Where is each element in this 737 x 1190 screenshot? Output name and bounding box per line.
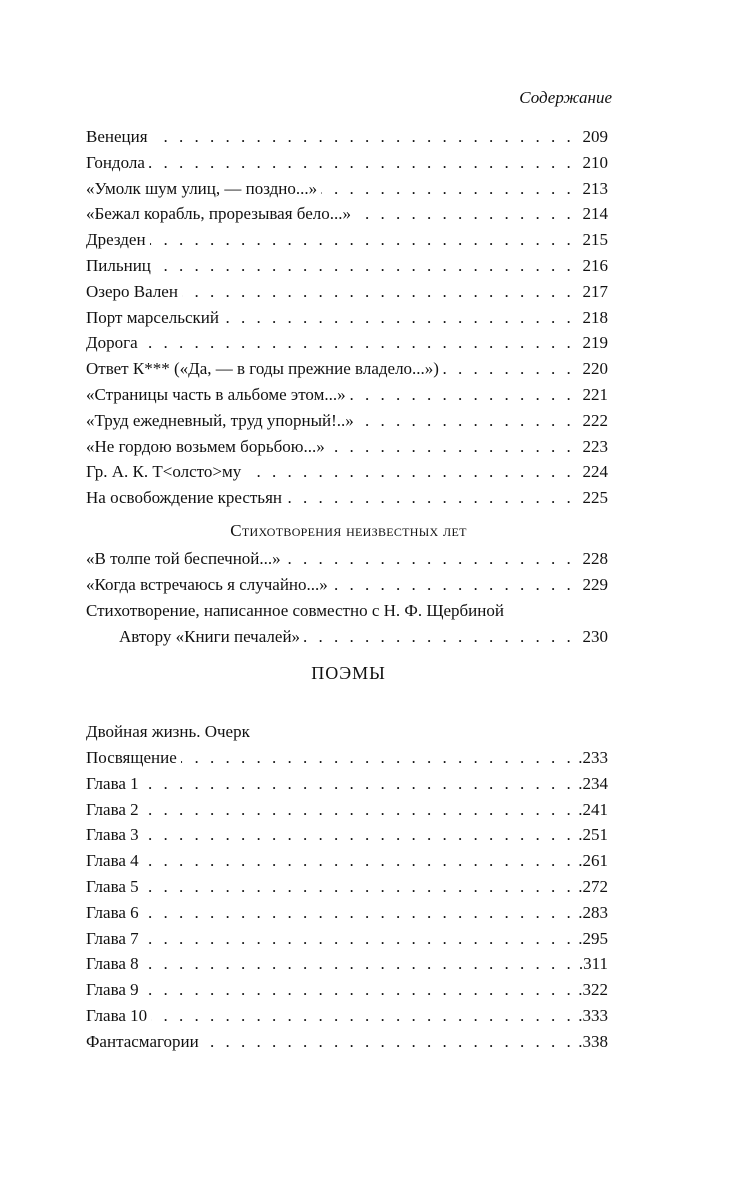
toc-entry xyxy=(86,124,608,150)
toc-entry-page: 213 xyxy=(579,176,609,202)
toc-entry-page: 214 xyxy=(579,201,609,227)
toc-entry-page: .261 xyxy=(574,848,608,874)
toc-entry-page: 218 xyxy=(579,305,609,331)
joint-poem-title-line1: Стихотворение, написанное совместно с Н. Ф. Щербиной xyxy=(86,601,504,620)
toc-entry-title: Посвящение xyxy=(86,748,181,767)
toc-entry xyxy=(86,771,608,797)
toc-entry-page: 220 xyxy=(579,356,609,382)
toc-entry xyxy=(86,227,608,253)
toc-entry-title: Ответ К*** («Да, — в годы прежние владело...») xyxy=(86,359,443,378)
toc-entry-title: Венеция xyxy=(86,127,152,146)
toc-entry-title: Порт марсельский xyxy=(86,308,223,327)
toc-entry-page: 225 xyxy=(579,485,609,511)
toc-entry-page: .295 xyxy=(574,926,608,952)
toc-entry-page: .333 xyxy=(574,1003,608,1029)
toc-entry-page: 223 xyxy=(579,434,609,460)
toc-entry-title: «Умолк шум улиц, — поздно...» xyxy=(86,179,321,198)
toc-entry xyxy=(86,900,608,926)
toc-entry xyxy=(86,253,608,279)
section-heading-poems: ПОЭМЫ xyxy=(311,663,386,683)
toc-entry-title: «В толпе той беспечной...» xyxy=(86,549,285,568)
toc-entry-page: .241 xyxy=(574,797,608,823)
toc-entry-title: Глава 9 xyxy=(86,980,143,999)
poems-subheading-block xyxy=(86,719,608,745)
toc-entry xyxy=(86,279,608,305)
toc-entry-page: .322 xyxy=(574,977,608,1003)
toc-entry xyxy=(86,408,608,434)
toc-entry-page: 222 xyxy=(579,408,609,434)
toc-entry xyxy=(86,926,608,952)
toc-entry xyxy=(86,176,608,202)
running-head: Содержание xyxy=(519,88,612,107)
toc-entry xyxy=(86,434,608,460)
toc-entry-title: Глава 8 xyxy=(86,954,143,973)
toc-entry-title: «Бежал корабль, прорезывая бело...» xyxy=(86,204,355,223)
toc-entry-title: Глава 3 xyxy=(86,825,143,844)
toc-list-unknown-years xyxy=(86,546,608,598)
toc-entry-title: Дорога xyxy=(86,333,142,352)
joint-poem-title-line2: Автору «Книги печалей» xyxy=(86,627,304,646)
section-heading-unknown-years: Стихотворения неизвестных лет xyxy=(230,521,467,540)
toc-entry xyxy=(86,305,608,331)
toc-entry-page: 224 xyxy=(579,459,609,485)
toc-entry xyxy=(86,951,608,977)
toc-entry-page: 215 xyxy=(579,227,609,253)
toc-entry-page: 209 xyxy=(579,124,609,150)
toc-entry-title: Дрезден xyxy=(86,230,150,249)
toc-entry-page: 216 xyxy=(579,253,609,279)
toc-entry-page: 221 xyxy=(579,382,609,408)
toc-entry-page: 210 xyxy=(579,150,609,176)
toc-entry-page: .272 xyxy=(574,874,608,900)
toc-entry xyxy=(86,330,608,356)
toc-entry xyxy=(86,1029,608,1055)
toc-entry-page: .233 xyxy=(574,745,608,771)
toc-entry xyxy=(86,797,608,823)
toc-entry-page: 217 xyxy=(579,279,609,305)
toc-entry xyxy=(86,201,608,227)
toc-entry xyxy=(86,624,608,650)
toc-entry-page: .234 xyxy=(574,771,608,797)
toc-entry-page: 219 xyxy=(579,330,609,356)
toc-entry xyxy=(86,977,608,1003)
toc-entry xyxy=(86,382,608,408)
toc-entry-page: .251 xyxy=(574,822,608,848)
toc-entry-title: Глава 10 xyxy=(86,1006,151,1025)
toc-entry-title: Глава 5 xyxy=(86,877,143,896)
toc-entry xyxy=(86,745,608,771)
toc-entry-page: 228 xyxy=(579,546,609,572)
toc-entry-title: Глава 7 xyxy=(86,929,143,948)
toc-entry xyxy=(86,150,608,176)
toc-entry-page: 230 xyxy=(579,624,609,650)
toc-entry-title: Глава 1 xyxy=(86,774,143,793)
toc-entry-title: «Труд ежедневный, труд упорный!..» xyxy=(86,411,358,430)
toc-entry-page: .338 xyxy=(574,1029,608,1055)
toc-entry-title: «Страницы часть в альбоме этом...» xyxy=(86,385,350,404)
toc-entry xyxy=(86,874,608,900)
toc-entry-title: На освобождение крестьян xyxy=(86,488,286,507)
toc-list-poems xyxy=(86,745,608,1055)
toc-entry-title: Фантасмагории xyxy=(86,1032,203,1051)
toc-entry-title: Гондола xyxy=(86,153,149,172)
toc-entry-title: «Когда встречаюсь я случайно...» xyxy=(86,575,332,594)
toc-entry-title: «Не гордою возьмем борьбою...» xyxy=(86,437,329,456)
toc-entry-title: Глава 4 xyxy=(86,851,143,870)
toc-entry xyxy=(86,356,608,382)
toc-entry-title: Глава 2 xyxy=(86,800,143,819)
toc-entry xyxy=(86,1003,608,1029)
toc-entry xyxy=(86,572,608,598)
toc-entry xyxy=(86,546,608,572)
toc-entry-title: Пильниц xyxy=(86,256,155,275)
toc-entry-page: .283 xyxy=(574,900,608,926)
toc-entry xyxy=(86,459,608,485)
toc-entry-page: .311 xyxy=(575,951,608,977)
toc-entry-joint-poem xyxy=(86,598,608,650)
toc-entry-title: Глава 6 xyxy=(86,903,143,922)
toc-entry-title: Гр. А. К. Т<олсто>му xyxy=(86,462,245,481)
toc-entry xyxy=(86,822,608,848)
toc-list-top xyxy=(86,124,608,511)
toc-entry xyxy=(86,485,608,511)
poems-subheading: Двойная жизнь. Очерк xyxy=(86,722,250,741)
toc-entry-title: Озеро Вален xyxy=(86,282,182,301)
toc-entry-page: 229 xyxy=(579,572,609,598)
toc-entry xyxy=(86,848,608,874)
